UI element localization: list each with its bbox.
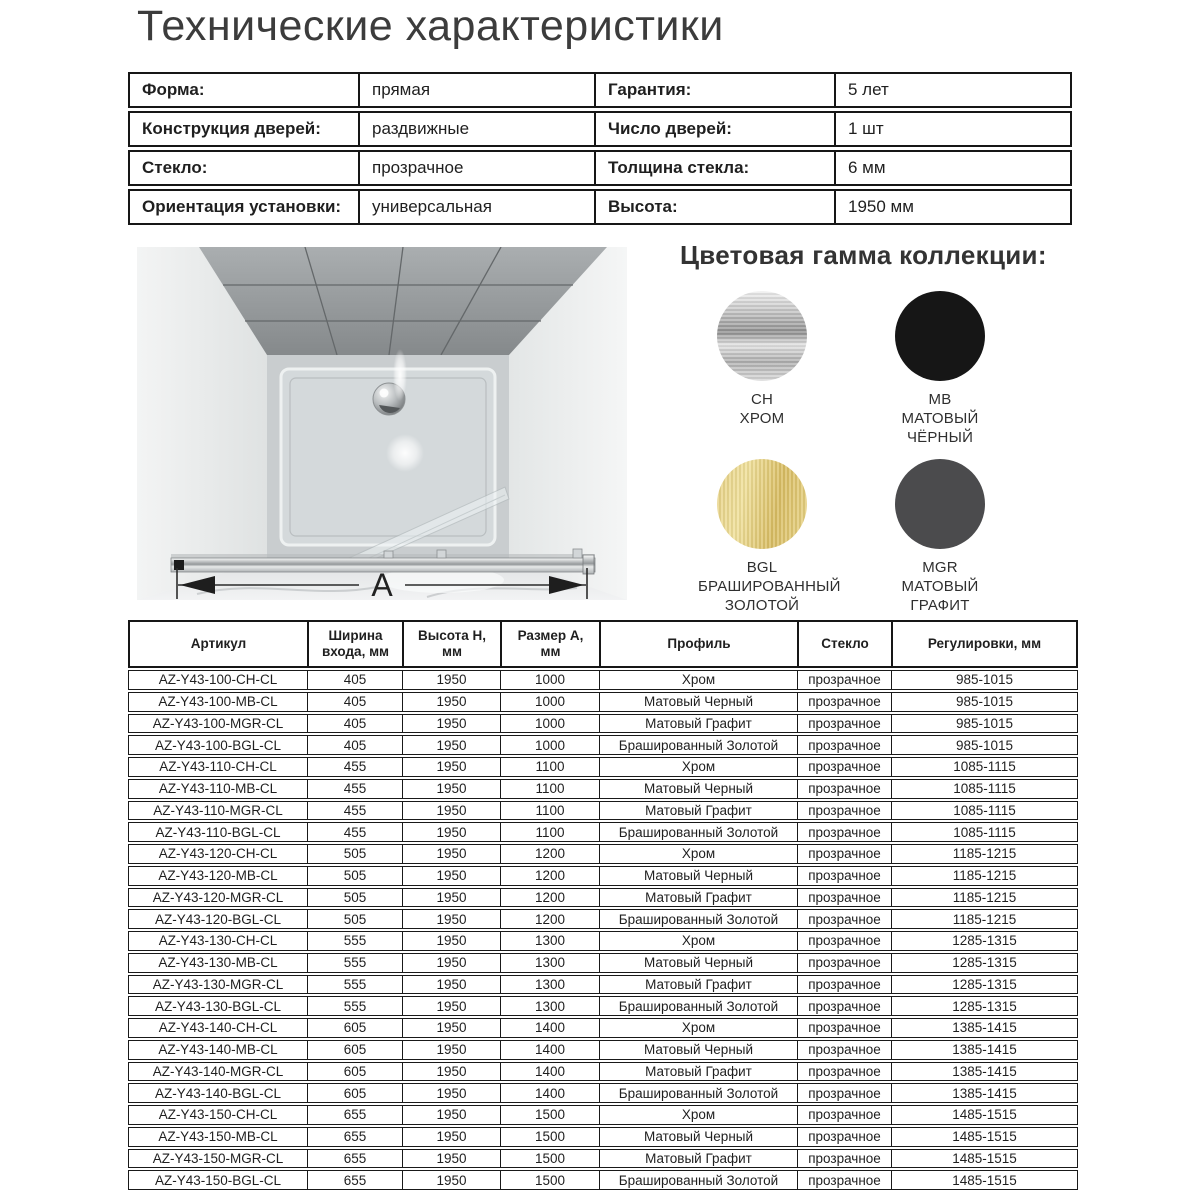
table-cell: Матовый Черный bbox=[600, 867, 798, 885]
products-table-header bbox=[128, 620, 1078, 668]
color-swatch bbox=[673, 459, 851, 615]
spec-label: Толщина стекла: bbox=[596, 152, 836, 184]
table-cell: 1300 bbox=[501, 932, 600, 950]
table-cell: 1950 bbox=[403, 1128, 501, 1146]
table-cell: Матовый Черный bbox=[600, 1128, 798, 1146]
table-cell: AZ-Y43-100-BGL-CL bbox=[129, 736, 308, 754]
table-cell: прозрачное bbox=[798, 867, 892, 885]
shower-diagram-svg bbox=[137, 247, 627, 600]
table-cell: 1285-1315 bbox=[952, 998, 1017, 1014]
table-row bbox=[128, 779, 1078, 799]
spec-row bbox=[128, 189, 1072, 225]
drain-highlight bbox=[380, 389, 389, 398]
swatch-label bbox=[876, 558, 1004, 615]
spec-label: Число дверей: bbox=[596, 113, 836, 145]
table-cell: прозрачное bbox=[798, 802, 892, 820]
table-cell: 1400 bbox=[501, 1063, 600, 1081]
table-cell: 1300 bbox=[501, 954, 600, 972]
swatch-name: МАТОВЫЙ ЧЁРНЫЙ bbox=[901, 410, 979, 446]
table-cell: 1950 bbox=[403, 910, 501, 928]
dimension-a-label: A bbox=[371, 567, 393, 600]
table-cell: 1385-1415 bbox=[952, 1042, 1017, 1058]
table-cell: 1385-1415 bbox=[952, 1063, 1017, 1079]
table-cell: 1950 bbox=[403, 997, 501, 1015]
table-cell: прозрачное bbox=[798, 845, 892, 863]
table-cell: 1300 bbox=[501, 976, 600, 994]
table-cell: прозрачное bbox=[798, 1106, 892, 1124]
column-header: Размер A, мм bbox=[502, 622, 601, 666]
table-cell: 1950 bbox=[403, 671, 501, 689]
table-cell: прозрачное bbox=[798, 1084, 892, 1102]
products-table-body bbox=[128, 670, 1078, 1190]
column-header: Регулировки, мм bbox=[927, 636, 1042, 651]
table-cell: Матовый Графит bbox=[600, 1063, 798, 1081]
table-cell: 1085-1115 bbox=[953, 824, 1016, 840]
table-row bbox=[128, 801, 1078, 821]
table-cell: Брашированный Золотой bbox=[600, 997, 798, 1015]
table-cell: 1200 bbox=[501, 845, 600, 863]
table-cell: AZ-Y43-150-BGL-CL bbox=[129, 1171, 308, 1189]
table-row bbox=[128, 1083, 1078, 1103]
shower-top-view-diagram bbox=[137, 247, 627, 600]
table-cell: AZ-Y43-120-CH-CL bbox=[129, 845, 308, 863]
table-cell: 985-1015 bbox=[955, 672, 1014, 688]
table-cell: прозрачное bbox=[798, 780, 892, 798]
table-row bbox=[128, 692, 1078, 712]
table-cell: прозрачное bbox=[798, 1063, 892, 1081]
swatch-code: MB bbox=[928, 391, 952, 408]
color-section-heading: Цветовая гамма коллекции: bbox=[680, 240, 1047, 270]
column-header: Профиль bbox=[601, 622, 799, 666]
table-row bbox=[128, 909, 1078, 929]
table-cell: 405 bbox=[308, 671, 403, 689]
table-cell: 1950 bbox=[403, 736, 501, 754]
table-cell: 655 bbox=[308, 1106, 403, 1124]
swatch-label bbox=[876, 390, 1004, 447]
table-cell: AZ-Y43-140-MGR-CL bbox=[129, 1063, 308, 1081]
table-cell: 1950 bbox=[403, 1106, 501, 1124]
table-cell: 405 bbox=[308, 693, 403, 711]
table-row bbox=[128, 757, 1078, 777]
black-swatch-circle bbox=[895, 291, 985, 381]
table-row bbox=[128, 1062, 1078, 1082]
table-cell: AZ-Y43-110-MGR-CL bbox=[129, 802, 308, 820]
table-cell: Брашированный Золотой bbox=[600, 1084, 798, 1102]
table-cell: Хром bbox=[600, 671, 798, 689]
table-row bbox=[128, 822, 1078, 842]
table-cell: прозрачное bbox=[798, 693, 892, 711]
table-cell: прозрачное bbox=[798, 736, 892, 754]
table-cell: 1950 bbox=[403, 715, 501, 733]
table-cell: Брашированный Золотой bbox=[600, 823, 798, 841]
table-row bbox=[128, 735, 1078, 755]
table-cell: 1385-1415 bbox=[952, 1085, 1017, 1101]
table-cell: прозрачное bbox=[798, 758, 892, 776]
spec-label: Высота: bbox=[596, 191, 836, 223]
spec-value: 5 лет bbox=[848, 80, 889, 99]
table-cell: 1200 bbox=[501, 867, 600, 885]
table-cell: 1200 bbox=[501, 889, 600, 907]
table-cell: 1950 bbox=[403, 693, 501, 711]
swatch-code: BGL bbox=[746, 559, 778, 576]
table-cell: 1285-1315 bbox=[952, 933, 1017, 949]
table-cell: 1485-1515 bbox=[952, 1107, 1017, 1123]
swatch-grid bbox=[673, 291, 1029, 615]
table-cell: Хром bbox=[600, 1106, 798, 1124]
table-cell: 605 bbox=[308, 1019, 403, 1037]
table-cell: прозрачное bbox=[798, 889, 892, 907]
table-cell: 1950 bbox=[403, 1171, 501, 1189]
table-cell: AZ-Y43-120-MB-CL bbox=[129, 867, 308, 885]
table-cell: 1950 bbox=[403, 758, 501, 776]
table-cell: 505 bbox=[308, 910, 403, 928]
swatch-name: ХРОМ bbox=[739, 410, 785, 427]
table-cell: 1500 bbox=[501, 1106, 600, 1124]
table-cell: AZ-Y43-130-MB-CL bbox=[129, 954, 308, 972]
table-cell: 605 bbox=[308, 1063, 403, 1081]
table-cell: 555 bbox=[308, 954, 403, 972]
table-cell: AZ-Y43-150-MGR-CL bbox=[129, 1150, 308, 1168]
light-spot bbox=[386, 434, 424, 472]
spec-row bbox=[128, 150, 1072, 186]
table-cell: 455 bbox=[308, 802, 403, 820]
table-cell: Брашированный Золотой bbox=[600, 910, 798, 928]
table-cell: 1950 bbox=[403, 1019, 501, 1037]
column-header: Высота H, мм bbox=[404, 622, 502, 666]
table-row bbox=[128, 1127, 1078, 1147]
swatch-code: MGR bbox=[922, 559, 958, 576]
table-cell: 1485-1515 bbox=[952, 1150, 1017, 1166]
table-cell: 1100 bbox=[501, 802, 600, 820]
table-cell: 455 bbox=[308, 758, 403, 776]
table-cell: Брашированный Золотой bbox=[600, 1171, 798, 1189]
table-cell: 1000 bbox=[501, 671, 600, 689]
table-row bbox=[128, 866, 1078, 886]
table-cell: 655 bbox=[308, 1150, 403, 1168]
table-cell: 1950 bbox=[403, 1084, 501, 1102]
table-row bbox=[128, 888, 1078, 908]
table-cell: прозрачное bbox=[798, 671, 892, 689]
color-swatch bbox=[851, 459, 1029, 615]
table-cell: 1085-1115 bbox=[953, 759, 1016, 775]
table-cell: Матовый Черный bbox=[600, 780, 798, 798]
page-title: Технические характеристики bbox=[137, 2, 724, 50]
table-cell: 1100 bbox=[501, 823, 600, 841]
table-cell: 1400 bbox=[501, 1084, 600, 1102]
table-row bbox=[128, 931, 1078, 951]
spec-value: 1 шт bbox=[848, 119, 884, 138]
table-cell: прозрачное bbox=[798, 1128, 892, 1146]
spec-row bbox=[128, 111, 1072, 147]
table-cell: 985-1015 bbox=[955, 737, 1014, 753]
table-cell: 1950 bbox=[403, 823, 501, 841]
chrome-swatch-circle bbox=[717, 291, 807, 381]
table-cell: 655 bbox=[308, 1171, 403, 1189]
table-cell: Матовый Графит bbox=[600, 889, 798, 907]
table-cell: 985-1015 bbox=[955, 715, 1014, 731]
table-cell: 605 bbox=[308, 1041, 403, 1059]
color-swatch bbox=[673, 291, 851, 447]
spec-label: Ориентация установки: bbox=[130, 191, 360, 223]
table-cell: 1000 bbox=[501, 736, 600, 754]
swatch-name: МАТОВЫЙ ГРАФИТ bbox=[901, 578, 979, 614]
column-header: Артикул bbox=[130, 622, 309, 666]
table-cell: Хром bbox=[600, 932, 798, 950]
table-cell: 1950 bbox=[403, 780, 501, 798]
table-cell: AZ-Y43-150-MB-CL bbox=[129, 1128, 308, 1146]
table-row bbox=[128, 844, 1078, 864]
table-cell: 1950 bbox=[403, 1063, 501, 1081]
table-cell: 1500 bbox=[501, 1171, 600, 1189]
table-cell: 1950 bbox=[403, 1150, 501, 1168]
table-cell: 1085-1115 bbox=[953, 781, 1016, 797]
table-cell: Матовый Графит bbox=[600, 715, 798, 733]
table-cell: 1185-1215 bbox=[952, 911, 1017, 927]
spec-value: универсальная bbox=[360, 191, 596, 223]
table-cell: 985-1015 bbox=[955, 694, 1014, 710]
table-cell: AZ-Y43-110-MB-CL bbox=[129, 780, 308, 798]
products-table bbox=[128, 620, 1078, 1190]
table-cell: AZ-Y43-100-MGR-CL bbox=[129, 715, 308, 733]
table-cell: 455 bbox=[308, 780, 403, 798]
table-cell: прозрачное bbox=[798, 954, 892, 972]
table-cell: Брашированный Золотой bbox=[600, 736, 798, 754]
table-cell: 1485-1515 bbox=[952, 1129, 1017, 1145]
table-cell: 1950 bbox=[403, 867, 501, 885]
table-cell: AZ-Y43-120-MGR-CL bbox=[129, 889, 308, 907]
table-cell: 655 bbox=[308, 1128, 403, 1146]
table-cell: 1950 bbox=[403, 976, 501, 994]
table-row bbox=[128, 1105, 1078, 1125]
table-cell: Матовый Графит bbox=[600, 1150, 798, 1168]
table-cell: 1100 bbox=[501, 758, 600, 776]
table-cell: AZ-Y43-140-MB-CL bbox=[129, 1041, 308, 1059]
table-cell: прозрачное bbox=[798, 823, 892, 841]
table-cell: 1000 bbox=[501, 715, 600, 733]
table-cell: прозрачное bbox=[798, 715, 892, 733]
table-cell: Матовый Черный bbox=[600, 954, 798, 972]
spec-label: Гарантия: bbox=[596, 74, 836, 106]
spec-table bbox=[128, 72, 1072, 225]
table-row bbox=[128, 1149, 1078, 1169]
table-cell: прозрачное bbox=[798, 976, 892, 994]
table-cell: 1200 bbox=[501, 910, 600, 928]
swatch-label bbox=[698, 390, 826, 428]
table-cell: 555 bbox=[308, 997, 403, 1015]
table-cell: AZ-Y43-100-MB-CL bbox=[129, 693, 308, 711]
spec-label: Конструкция дверей: bbox=[130, 113, 360, 145]
table-cell: 1500 bbox=[501, 1128, 600, 1146]
swatch-label bbox=[698, 558, 841, 615]
spec-label: Форма: bbox=[130, 74, 360, 106]
table-cell: 555 bbox=[308, 932, 403, 950]
table-cell: 1185-1215 bbox=[952, 868, 1017, 884]
table-cell: 405 bbox=[308, 715, 403, 733]
table-cell: AZ-Y43-100-CH-CL bbox=[129, 671, 308, 689]
rail-bracket bbox=[583, 555, 594, 574]
table-row bbox=[128, 1170, 1078, 1190]
rail-shadow bbox=[171, 554, 595, 558]
table-cell: 1085-1115 bbox=[953, 802, 1016, 818]
table-cell: 1185-1215 bbox=[952, 846, 1017, 862]
table-row bbox=[128, 1018, 1078, 1038]
table-cell: AZ-Y43-130-CH-CL bbox=[129, 932, 308, 950]
table-cell: 555 bbox=[308, 976, 403, 994]
table-cell: 605 bbox=[308, 1084, 403, 1102]
table-row bbox=[128, 714, 1078, 734]
color-swatch bbox=[851, 291, 1029, 447]
graphite-swatch-circle bbox=[895, 459, 985, 549]
table-row bbox=[128, 975, 1078, 995]
gold-swatch-circle bbox=[717, 459, 807, 549]
table-cell: Матовый Черный bbox=[600, 1041, 798, 1059]
table-cell: 1285-1315 bbox=[952, 955, 1017, 971]
light-streak bbox=[393, 349, 407, 401]
table-cell: Хром bbox=[600, 845, 798, 863]
table-cell: 1400 bbox=[501, 1019, 600, 1037]
table-cell: 505 bbox=[308, 845, 403, 863]
table-cell: Хром bbox=[600, 758, 798, 776]
table-cell: 1950 bbox=[403, 932, 501, 950]
column-header: Ширина входа, мм bbox=[309, 622, 404, 666]
table-cell: прозрачное bbox=[798, 1150, 892, 1168]
spec-value: прозрачное bbox=[360, 152, 596, 184]
table-cell: 1950 bbox=[403, 802, 501, 820]
spec-value: прямая bbox=[360, 74, 596, 106]
table-cell: AZ-Y43-140-BGL-CL bbox=[129, 1084, 308, 1102]
table-cell: 1400 bbox=[501, 1041, 600, 1059]
table-cell: 1285-1315 bbox=[952, 976, 1017, 992]
table-row bbox=[128, 996, 1078, 1016]
table-cell: прозрачное bbox=[798, 910, 892, 928]
table-cell: AZ-Y43-130-BGL-CL bbox=[129, 997, 308, 1015]
table-cell: 1300 bbox=[501, 997, 600, 1015]
table-cell: 505 bbox=[308, 889, 403, 907]
table-cell: Хром bbox=[600, 1019, 798, 1037]
table-cell: 505 bbox=[308, 867, 403, 885]
table-cell: прозрачное bbox=[798, 932, 892, 950]
column-header: Стекло bbox=[799, 622, 893, 666]
table-cell: AZ-Y43-130-MGR-CL bbox=[129, 976, 308, 994]
spec-value: 1950 мм bbox=[848, 197, 914, 216]
table-cell: 1950 bbox=[403, 954, 501, 972]
swatch-name: БРАШИРОВАННЫЙ ЗОЛОТОЙ bbox=[698, 578, 841, 614]
table-cell: AZ-Y43-150-CH-CL bbox=[129, 1106, 308, 1124]
table-cell: 1950 bbox=[403, 1041, 501, 1059]
table-cell: AZ-Y43-140-CH-CL bbox=[129, 1019, 308, 1037]
table-cell: 455 bbox=[308, 823, 403, 841]
table-cell: прозрачное bbox=[798, 997, 892, 1015]
swatch-code: CH bbox=[750, 391, 774, 408]
table-cell: 1950 bbox=[403, 845, 501, 863]
table-cell: AZ-Y43-110-CH-CL bbox=[129, 758, 308, 776]
table-cell: Матовый Черный bbox=[600, 693, 798, 711]
table-cell: AZ-Y43-120-BGL-CL bbox=[129, 910, 308, 928]
table-cell: Матовый Графит bbox=[600, 976, 798, 994]
table-row bbox=[128, 670, 1078, 690]
spec-value: раздвижные bbox=[360, 113, 596, 145]
table-cell: 1500 bbox=[501, 1150, 600, 1168]
table-row bbox=[128, 953, 1078, 973]
table-cell: 405 bbox=[308, 736, 403, 754]
rail-end-cap bbox=[174, 560, 184, 570]
color-section bbox=[668, 240, 1078, 615]
table-cell: 1950 bbox=[403, 889, 501, 907]
table-cell: прозрачное bbox=[798, 1019, 892, 1037]
table-cell: 1000 bbox=[501, 693, 600, 711]
table-row bbox=[128, 1040, 1078, 1060]
table-cell: 1100 bbox=[501, 780, 600, 798]
table-cell: Матовый Графит bbox=[600, 802, 798, 820]
table-cell: 1485-1515 bbox=[952, 1172, 1017, 1188]
table-cell: AZ-Y43-110-BGL-CL bbox=[129, 823, 308, 841]
spec-value: 6 мм bbox=[848, 158, 886, 177]
table-cell: прозрачное bbox=[798, 1041, 892, 1059]
table-cell: 1185-1215 bbox=[952, 889, 1017, 905]
table-cell: прозрачное bbox=[798, 1171, 892, 1189]
spec-label: Стекло: bbox=[130, 152, 360, 184]
spec-row bbox=[128, 72, 1072, 108]
table-cell: 1385-1415 bbox=[952, 1020, 1017, 1036]
